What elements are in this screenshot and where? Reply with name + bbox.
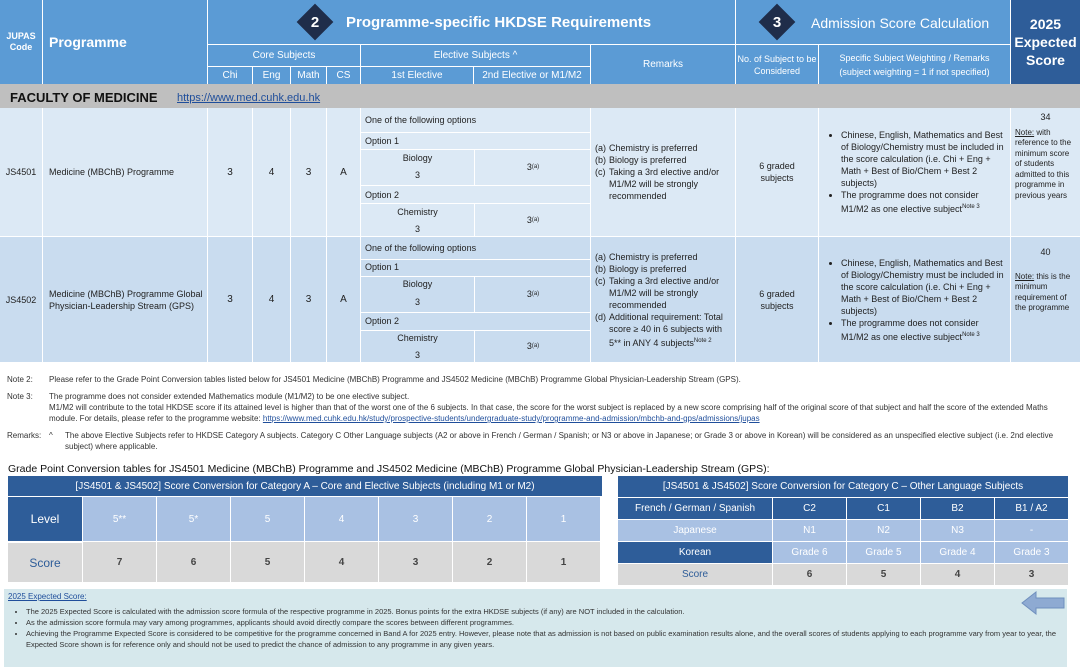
option1-level: 3: [414, 170, 420, 180]
core-cs: A: [326, 237, 360, 362]
remark-item: [595, 142, 731, 154]
tableC-cell: 3: [995, 564, 1068, 585]
note3-label: Note 3:: [7, 392, 33, 401]
note3-line1: [7, 391, 1067, 402]
option2-label: Option 2: [365, 316, 400, 326]
header-elective-subjects: Elective Subjects ^: [360, 44, 590, 66]
remark-key: (c): [595, 167, 606, 177]
programme-name: Medicine (MBChB) Programme Global Physician-Leadership Stream (GPS): [42, 237, 207, 362]
weighting-cell: [818, 108, 1010, 236]
remark-text: Taking a 3rd elective and/or M1/M2 will be strongly recommended: [609, 275, 720, 310]
option1-subject: Biology: [402, 279, 433, 289]
faculty-name: FACULTY OF MEDICINE: [10, 90, 158, 105]
remark-text: Additional requirement: Total score ≥ 40 in 6 subjects with 5** in ANY 4 subjects: [609, 311, 723, 348]
tableA-score-cell: 6: [157, 542, 230, 582]
remarks-label: Remarks:: [7, 431, 42, 440]
weighting-subtitle: (subject weighting = 1 if not specified): [839, 67, 990, 77]
option2-row: [361, 185, 591, 186]
weighting-text: The programme does not consider M1/M2 as one elective subject: [841, 190, 979, 214]
weighting-note: Note 3: [962, 204, 980, 210]
tableC-cell: C1: [847, 498, 920, 519]
weighting-item: [841, 317, 1004, 343]
expected-bullet: • As the admission score formula may vary among programmes, applicants should avoid directly compare the scores between different programmes.: [26, 617, 1060, 628]
option1-subject: Biology: [402, 153, 433, 163]
tableA-score-cell: 7: [83, 542, 156, 582]
option2-row: [361, 312, 591, 313]
expected-score-value: 34: [1040, 112, 1051, 122]
weighting-note: Note 3: [962, 331, 980, 338]
tableA-level-cell: 4: [305, 497, 378, 541]
remark-item: [595, 166, 731, 202]
tableC-cell: N3: [921, 520, 994, 541]
expected-title: 2025 Expected Score:: [8, 592, 87, 601]
expected-score-note: [1015, 128, 1076, 202]
programme-name: Medicine (MBChB) Programme: [42, 108, 207, 236]
option1-second-level: 3: [526, 162, 532, 172]
section3-number: 3: [772, 13, 782, 31]
tableC-cell: Grade 6: [773, 542, 846, 563]
remark-text: Taking a 3rd elective and/or M1/M2 will be strongly recommended: [609, 167, 720, 201]
note3-text-a: The programme does not consider extended Mathematics module (M1/M2) to be one elective subject.: [49, 392, 410, 401]
expected-score-value: 40: [1040, 247, 1051, 257]
remark-item: [595, 251, 731, 263]
score-note-label: Note:: [1015, 127, 1035, 137]
remarks-text: The above Elective Subjects refer to HKDSE Category A subjects. Category C Other Language subjects (A2 or above in French / German / Spanish; or N3 or above in Japanese; or Grade 3 or above in Korean) will be considered as an unspecified elective subject (i.e. 2nd elective subject) where applicable.: [65, 431, 1054, 451]
remark-key: (b): [595, 155, 606, 165]
weighting-item: • Chinese, English, Mathematics and Best of Biology/Chemistry must be included in the score calculation (i.e. Chi + Eng + Math + Best of Bio/Chem + Best 2 subjects): [841, 129, 1004, 189]
option1-second: [474, 276, 591, 312]
tableC-cell: N2: [847, 520, 920, 541]
option2-subject: Chemistry: [397, 207, 438, 217]
options-intro: One of the following options: [365, 243, 477, 253]
score-note-label: Note:: [1015, 271, 1035, 281]
note3-link[interactable]: https://www.med.cuhk.edu.hk/study/prospective-students/undergraduate-study/programme-and-admission/mbchb-and-gps/admissions/jupas: [262, 414, 760, 423]
programme-code: JS4502: [5, 294, 37, 305]
programme-code: JS4501: [5, 167, 37, 177]
tableC-cell: Grade 5: [847, 542, 920, 563]
option1-row: [361, 259, 591, 260]
tableA-score-cell: 3: [379, 542, 452, 582]
option1-level: 3: [414, 297, 420, 307]
remark-item: [595, 154, 731, 166]
expected-list: [8, 606, 1060, 650]
no-subjects: 6 graded subjects: [735, 108, 818, 236]
remark-item: [595, 311, 731, 349]
tableC-cell: C2: [773, 498, 846, 519]
back-arrow-icon[interactable]: [1020, 589, 1066, 617]
tableA-level-cell: 5: [231, 497, 304, 541]
tableA-level-cell: 5**: [83, 497, 156, 541]
tableA-title: [JS4501 & JS4502] Score Conversion for Category A – Core and Elective Subjects (including M1 or M2): [8, 476, 602, 496]
weighting-title: Specific Subject Weighting / Remarks: [839, 53, 990, 63]
weighting-list: [829, 257, 1004, 343]
elective-options: [360, 237, 590, 362]
back-arrow-shape: [1020, 589, 1066, 617]
remark-key: (a): [595, 143, 606, 153]
header-second-elective: 2nd Elective or M1/M2: [473, 66, 590, 84]
tableC-row-label: Korean: [618, 542, 772, 563]
note2-label: Note 2:: [7, 375, 33, 384]
option2-label: Option 2: [365, 190, 400, 200]
note2-text: Please refer to the Grade Point Conversion tables listed below for JS4501 Medicine (MBChB) Programme and JS4502 Medicine (MBChB) Programme Global Physician-Leadership Stream (GPS).: [49, 375, 741, 384]
remark-text: Chemistry is preferred: [609, 143, 698, 153]
remark-text: Chemistry is preferred: [609, 251, 698, 262]
remarks-cell: [590, 237, 735, 362]
tableC-cell: B2: [921, 498, 994, 519]
option1-second-sup: (a): [531, 291, 540, 297]
remark-key: (a): [595, 251, 606, 262]
header-programme: Programme: [42, 0, 207, 84]
option1-row: [361, 132, 591, 133]
remark-text: Biology is preferred: [609, 263, 687, 274]
core-chi: 3: [207, 108, 252, 236]
note2: [7, 374, 1067, 385]
options-intro: One of the following options: [365, 115, 477, 125]
elective-options: [360, 108, 590, 236]
tableC-row-label: French / German / Spanish: [618, 498, 772, 519]
header-cs: CS: [326, 66, 360, 84]
remarks-list: [595, 142, 731, 202]
expected-score-cell: [1010, 108, 1080, 236]
tableC-cell: B1 / A2: [995, 498, 1068, 519]
option2-second-level: 3: [526, 214, 532, 225]
header-chi: Chi: [207, 66, 252, 84]
header-jupas-code: JUPAS Code: [0, 0, 42, 84]
remark-text: Biology is preferred: [609, 155, 687, 165]
expected-bullet: • The 2025 Expected Score is calculated with the admission score formula of the respective programme in 2025. Bonus points for the extra HKDSE subjects (if any) are NOT included in the calculation.: [26, 606, 1060, 617]
tableC-cell: 6: [773, 564, 846, 585]
note3-text-b: M1/M2 will contribute to the total HKDSE score if its attained level is higher than that of the worst one of the 6 subjects. In that case, the score for the worst subject is replaced by a new score comprising half of the original score of that subject and half the score of the extended Maths module. For details, please refer to the programme website:: [49, 403, 1048, 423]
option2-second-sup: (a): [531, 343, 540, 349]
option1-label: Option 1: [365, 136, 400, 146]
weighting-item: [841, 189, 1004, 215]
tableC-cell: 4: [921, 564, 994, 585]
section3-title: Admission Score Calculation: [811, 15, 990, 31]
tableC-row-label: Score: [618, 564, 772, 585]
note3: [7, 391, 1067, 424]
tableA-score-cell: 2: [453, 542, 526, 582]
remarks-mark: ^: [49, 431, 53, 440]
weighting-list: [829, 129, 1004, 215]
faculty-row: [0, 84, 1080, 108]
header-eng: Eng: [252, 66, 290, 84]
core-eng: 4: [252, 108, 290, 236]
core-math: 3: [290, 237, 326, 362]
option1-second: [474, 149, 591, 185]
tableC-cell: N1: [773, 520, 846, 541]
tableC-cell: Grade 3: [995, 542, 1068, 563]
core-math: 3: [290, 108, 326, 236]
weighting-item: • Chinese, English, Mathematics and Best of Biology/Chemistry must be included in the score calculation (i.e. Chi + Eng + Math + Best of Bio/Chem + Best 2 subjects): [841, 257, 1004, 317]
option2-second-level: 3: [526, 341, 532, 351]
header-weighting: [818, 44, 1010, 84]
weighting-cell: [818, 237, 1010, 362]
header-math: Math: [290, 66, 326, 84]
expected-score-cell: [1010, 237, 1080, 362]
remark-item: [595, 263, 731, 275]
core-chi: 3: [207, 237, 252, 362]
remarks-note: [7, 430, 1067, 452]
tableA-score-cell: 1: [527, 542, 600, 582]
core-eng: 4: [252, 237, 290, 362]
core-cs: A: [326, 108, 360, 236]
conversion-title: Grade Point Conversion tables for JS4501 Medicine (MBChB) Programme and JS4502 Medicine (MBChB) Programme Global Physician-Leadership Stream (GPS):: [8, 463, 770, 475]
weighting-text: The programme does not consider M1/M2 as one elective subject: [841, 317, 979, 342]
tableA-level-cell: 3: [379, 497, 452, 541]
remarks-cell: [590, 108, 735, 236]
tableA-level-cell: 5*: [157, 497, 230, 541]
header-expected-score: 2025 Expected Score: [1010, 0, 1080, 84]
section2-title: Programme-specific HKDSE Requirements: [346, 14, 652, 31]
faculty-link[interactable]: https://www.med.cuhk.edu.hk: [177, 92, 321, 104]
remark-key: (d): [595, 311, 606, 322]
note3-line2: [7, 402, 1067, 424]
tableA-score-cell: 4: [305, 542, 378, 582]
remarks-list: [595, 251, 731, 349]
header-first-elective: 1st Elective: [360, 66, 473, 84]
remark-note: Note 2: [693, 337, 712, 344]
option2-subject: Chemistry: [397, 333, 438, 343]
tableA-score-label: Score: [8, 542, 82, 582]
option2-second-sup: (a): [531, 216, 540, 223]
tableA-score-cell: 5: [231, 542, 304, 582]
tableA-level-cell: 2: [453, 497, 526, 541]
score-note-text: with reference to the minimum score of students admitted to this programme in previous years: [1015, 127, 1072, 200]
tableA-level-label: Level: [8, 497, 82, 541]
remark-item: [595, 275, 731, 311]
expected-score-note: [1015, 272, 1076, 314]
option1-label: Option 1: [365, 262, 400, 272]
option2-second: [474, 203, 591, 236]
remark-key: (b): [595, 263, 606, 274]
tableC-cell: -: [995, 520, 1068, 541]
tableC-title: [JS4501 & JS4502] Score Conversion for Category C – Other Language Subjects: [618, 476, 1068, 497]
header-core-subjects: Core Subjects: [207, 44, 360, 66]
tableA-level-cell: 1: [527, 497, 600, 541]
no-subjects: 6 graded subjects: [735, 237, 818, 362]
header-no-subjects: No. of Subject to be Considered: [735, 44, 818, 84]
tableC-cell: 5: [847, 564, 920, 585]
option1-second-sup: (a): [531, 164, 540, 170]
option2-level: 3: [414, 350, 420, 360]
score-note-text: this is the minimum requirement of the programme: [1015, 271, 1071, 312]
expected-bullet: • Achieving the Programme Expected Score is considered to be competitive for the programme concerned in Band A for 2025 entry. However, please note that as admission is not based on public examination results alone, and the overall scores of students applying to each programme vary from year to year, the Expected Score shown is for reference only and should not be used to predict the chance of admission to any programme in any given years.: [26, 628, 1060, 650]
tableC-cell: Grade 4: [921, 542, 994, 563]
option2-second: [474, 330, 591, 362]
option2-level: 3: [414, 224, 420, 234]
section2-number: 2: [310, 13, 320, 31]
option1-second-level: 3: [526, 289, 532, 299]
tableC-row-label: Japanese: [618, 520, 772, 541]
remark-key: (c): [595, 275, 606, 286]
header-remarks: Remarks: [590, 44, 735, 84]
